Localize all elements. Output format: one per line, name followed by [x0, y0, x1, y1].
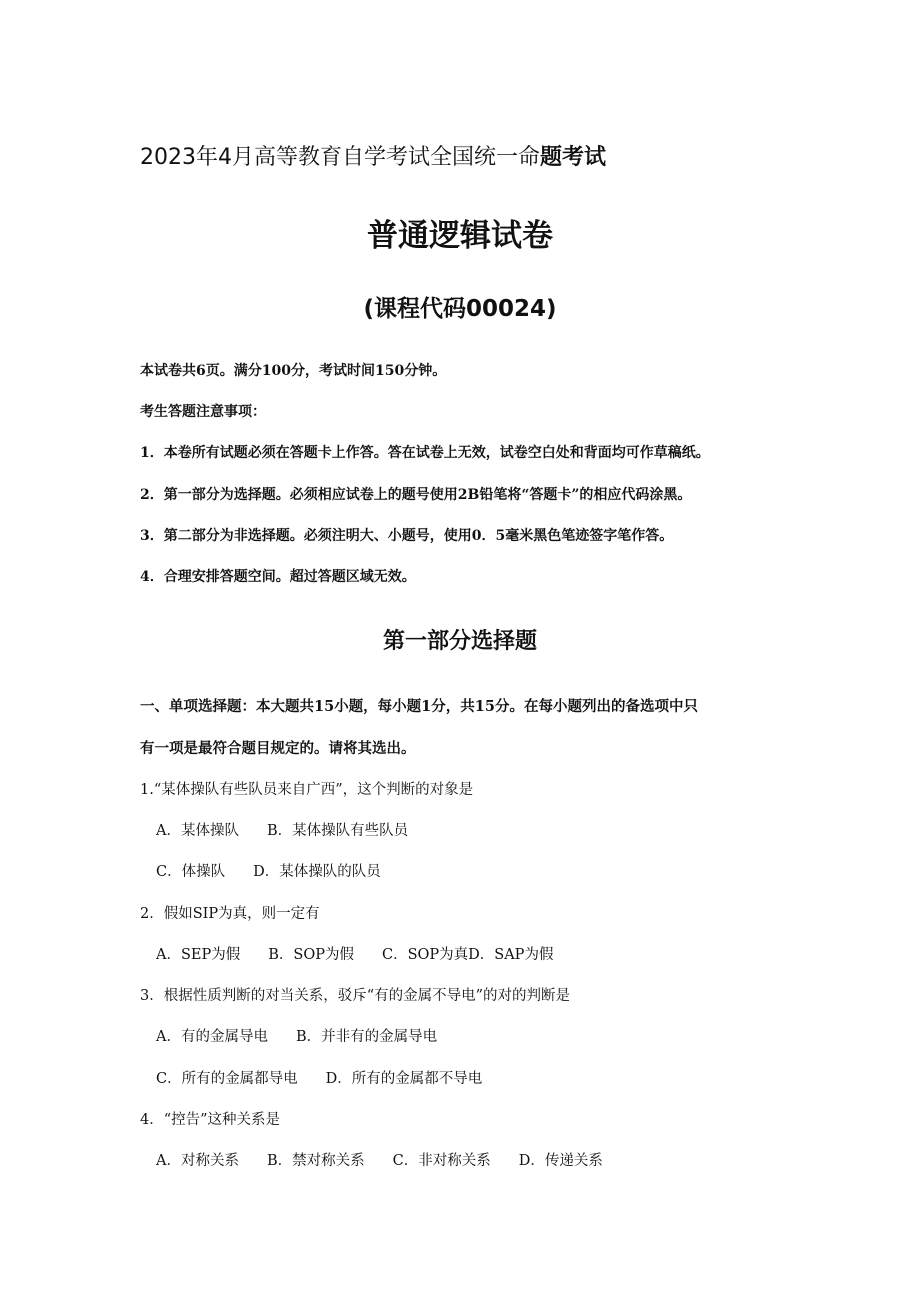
question-2-stem: 2．假如SIP为真，则一定有 [140, 906, 320, 922]
option-c: C．所有的金属都导电 [156, 1071, 298, 1087]
note-item-1: 1．本卷所有试题必须在答题卡上作答。答在试卷上无效，试卷空白处和背面均可作草稿纸。 [140, 445, 710, 461]
course-code: (课程代码00024) [363, 296, 557, 322]
question-1-options-row1 [156, 819, 408, 840]
question-1-options-row2 [156, 860, 381, 881]
option-d: D．传递关系 [518, 1153, 603, 1169]
question-3-stem: 3．根据性质判断的对当关系，驳斥“有的金属不导电”的对的判断是 [140, 988, 571, 1004]
note-item-3: 3．第二部分为非选择题。必须注明大、小题号，使用0．5毫米黑色笔迹签字笔作答。 [140, 528, 674, 544]
question-4-stem: 4．“控告”这种关系是 [140, 1112, 281, 1128]
section-instruction-line1: 一、单项选择题：本大题共15小题，每小题1分，共15分。在每小题列出的备选项中只 [140, 698, 698, 715]
option-c: C．体操队 [156, 864, 226, 880]
option-b: B．禁对称关系 [266, 1153, 365, 1169]
exam-header-regular: 2023年4月高等教育自学考试全国统一命 [140, 145, 540, 170]
question-3-options-row2 [156, 1067, 482, 1088]
option-a: A．SEP为假 [156, 947, 241, 963]
page-title: 普通逻辑试卷 [367, 218, 553, 254]
question-2-options-row1 [156, 943, 553, 964]
option-c-d: C．SOP为真D．SAP为假 [381, 947, 554, 963]
option-a: A．对称关系 [156, 1153, 239, 1169]
exam-summary: 本试卷共6页。满分100分，考试时间150分钟。 [140, 363, 447, 379]
option-a: A．某体操队 [156, 823, 239, 839]
option-b: B．SOP为假 [268, 947, 354, 963]
notes-heading: 考生答题注意事项： [140, 404, 266, 420]
exam-header [140, 140, 606, 171]
question-3-options-row1 [156, 1025, 437, 1046]
section-title: 第一部分选择题 [382, 629, 537, 654]
question-1-stem: 1.“某体操队有些队员来自广西”，这个判断的对象是 [140, 782, 474, 798]
option-c: C．非对称关系 [392, 1153, 491, 1169]
option-d: D．某体操队的队员 [253, 864, 381, 880]
option-d: D．所有的金属都不导电 [325, 1071, 483, 1087]
note-item-2: 2．第一部分为选择题。必须相应试卷上的题号使用2B铅笔将“答题卡”的相应代码涂黑。 [140, 487, 692, 503]
option-a: A．有的金属导电 [156, 1029, 268, 1045]
option-b: B．某体操队有些队员 [266, 823, 409, 839]
option-b: B．并非有的金属导电 [295, 1029, 438, 1045]
question-4-options-row1 [156, 1149, 603, 1170]
section-instruction-line2: 有一项是最符合题目规定的。请将其选出。 [140, 740, 416, 757]
exam-header-bold: 题考试 [540, 145, 607, 170]
note-item-4: 4．合理安排答题空间。超过答题区域无效。 [140, 569, 416, 585]
